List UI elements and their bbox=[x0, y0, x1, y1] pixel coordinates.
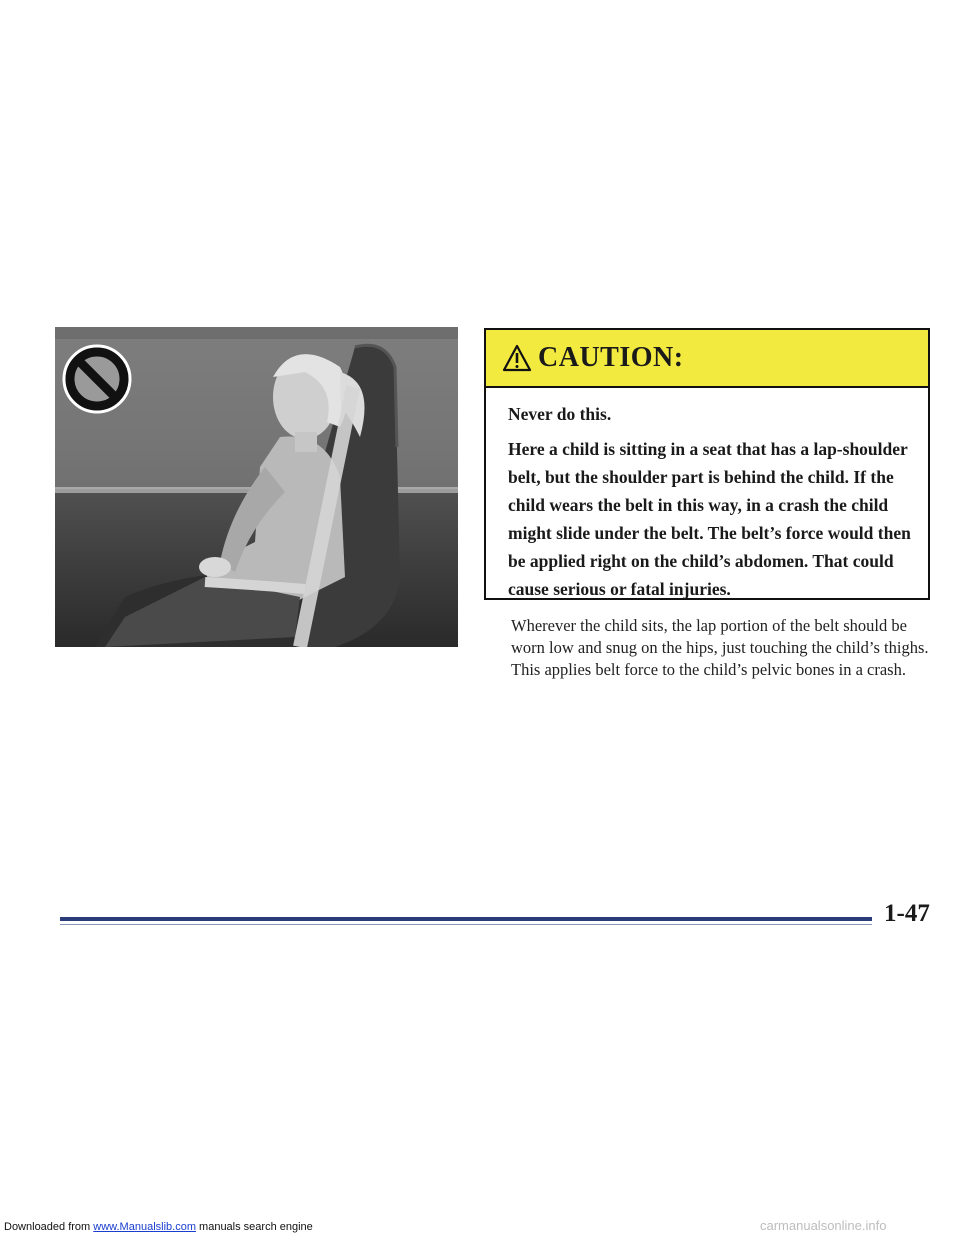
no-symbol-icon bbox=[64, 346, 130, 412]
caution-body bbox=[486, 388, 928, 603]
illustration-child-wrong-belt bbox=[55, 327, 458, 647]
footer-rule-thin bbox=[60, 924, 872, 925]
footer-prefix: Downloaded from bbox=[4, 1221, 94, 1233]
page-number: 1-47 bbox=[884, 900, 930, 927]
caution-header bbox=[486, 330, 928, 388]
caution-box bbox=[484, 328, 930, 600]
footer-rule bbox=[60, 917, 872, 921]
caution-title: CAUTION: bbox=[538, 342, 684, 373]
watermark-text: carmanualsonline.info bbox=[760, 1218, 887, 1233]
caution-paragraph: Never do this. bbox=[508, 404, 612, 424]
warning-triangle-icon bbox=[502, 344, 532, 372]
caution-paragraph: Here a child is sitting in a seat that has a lap-shoulder belt, but the shoulder part is behind the child. If the child wears the belt in this way, in a crash the child might slide under the belt. The belt’s force would then be applied right on the child’s abdomen. That could cause serious or fatal injuries. bbox=[508, 439, 911, 599]
manualslib-link[interactable]: www.Manualslib.com bbox=[93, 1221, 196, 1233]
body-paragraph: Wherever the child sits, the lap portion of the belt should be worn low and snug on the hips, just touching the child’s thighs. This applies belt force to the child’s pelvic bones in a crash. bbox=[511, 616, 929, 679]
download-footer bbox=[4, 1221, 313, 1233]
illustration-drawing bbox=[55, 327, 458, 647]
footer-suffix: manuals search engine bbox=[195, 1221, 313, 1233]
